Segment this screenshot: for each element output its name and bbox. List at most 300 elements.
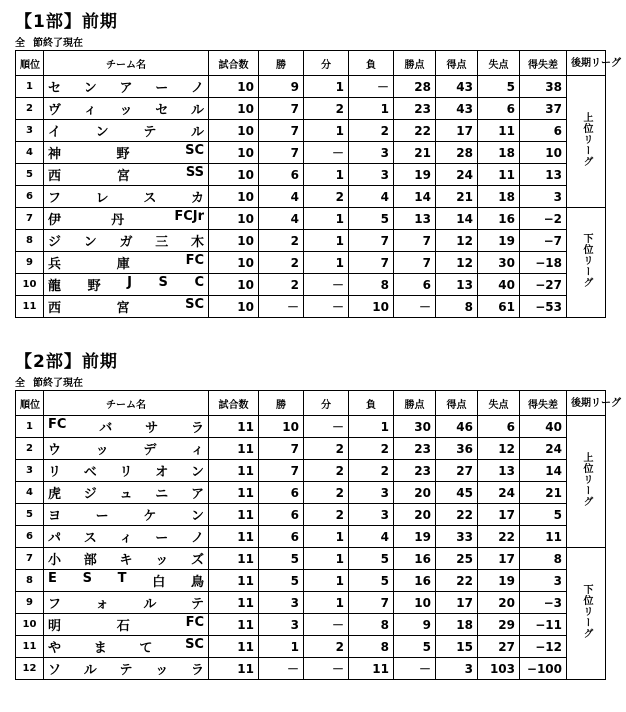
division-1-status bbox=[15, 38, 605, 50]
table-row bbox=[16, 296, 606, 318]
points-cell: 20 bbox=[394, 504, 436, 526]
team-name-char: ォ bbox=[95, 597, 109, 612]
goals-against-cell: 19 bbox=[478, 230, 520, 252]
goal-diff-cell: 8 bbox=[520, 548, 567, 570]
team-name bbox=[48, 637, 204, 656]
rank-cell: 10 bbox=[16, 614, 44, 636]
lower-league-label: 下位リーグ bbox=[581, 232, 592, 288]
games-cell: 11 bbox=[209, 504, 259, 526]
wins-cell: 2 bbox=[259, 252, 304, 274]
team-name-char: SS bbox=[185, 165, 204, 180]
games-cell: 11 bbox=[209, 570, 259, 592]
draws-cell: 1 bbox=[304, 164, 349, 186]
games-cell: 10 bbox=[209, 76, 259, 98]
status-all-label: 全 bbox=[15, 378, 25, 389]
header-goals-for: 得点 bbox=[436, 51, 478, 76]
upper-league-cell bbox=[567, 416, 606, 548]
rank-cell: 3 bbox=[16, 120, 44, 142]
goal-diff-cell: 10 bbox=[520, 142, 567, 164]
team-name-char: 庫 bbox=[116, 257, 130, 272]
team-name-char: 野 bbox=[116, 147, 130, 162]
goals-against-cell: 13 bbox=[478, 460, 520, 482]
team-name-char: ル bbox=[190, 125, 204, 140]
header-next-league: 後期リーグ bbox=[567, 391, 606, 416]
team-name-char: E bbox=[48, 571, 57, 586]
team-name bbox=[48, 253, 204, 272]
team-name-cell bbox=[44, 76, 209, 98]
team-name-cell bbox=[44, 98, 209, 120]
table-row bbox=[16, 252, 606, 274]
team-name-char: ジ bbox=[83, 487, 97, 502]
team-name-char: ラ bbox=[190, 663, 204, 678]
wins-cell: － bbox=[259, 296, 304, 318]
team-name-char: ス bbox=[143, 191, 157, 206]
team-name-char: ー bbox=[155, 81, 169, 96]
rank-cell: 9 bbox=[16, 592, 44, 614]
team-name-cell bbox=[44, 438, 209, 460]
team-name-char: ン bbox=[190, 509, 204, 524]
draws-cell: 2 bbox=[304, 482, 349, 504]
team-name bbox=[48, 275, 204, 294]
draws-cell: 1 bbox=[304, 592, 349, 614]
team-name-char: 宮 bbox=[116, 169, 130, 184]
division-2-status bbox=[15, 378, 605, 390]
team-name-char: ベ bbox=[83, 465, 97, 480]
team-name bbox=[48, 593, 204, 612]
team-name-cell bbox=[44, 658, 209, 680]
team-name-cell bbox=[44, 230, 209, 252]
wins-cell: 6 bbox=[259, 504, 304, 526]
team-name-char: ズ bbox=[190, 553, 204, 568]
losses-cell: 2 bbox=[349, 120, 394, 142]
rank-cell: 7 bbox=[16, 548, 44, 570]
team-name-char: テ bbox=[119, 663, 133, 678]
team-name-char: バ bbox=[99, 421, 113, 436]
wins-cell: 5 bbox=[259, 548, 304, 570]
wins-cell: 2 bbox=[259, 230, 304, 252]
goal-diff-cell: 24 bbox=[520, 438, 567, 460]
team-name-char: て bbox=[139, 641, 153, 656]
rank-cell: 1 bbox=[16, 416, 44, 438]
losses-cell: － bbox=[349, 76, 394, 98]
team-name-char: 三 bbox=[155, 235, 169, 250]
points-cell: 9 bbox=[394, 614, 436, 636]
goal-diff-cell: 3 bbox=[520, 186, 567, 208]
team-name-char: ッ bbox=[155, 553, 169, 568]
goals-for-cell: 46 bbox=[436, 416, 478, 438]
wins-cell: 7 bbox=[259, 438, 304, 460]
team-name-cell bbox=[44, 208, 209, 230]
goals-for-cell: 18 bbox=[436, 614, 478, 636]
team-name-char: 石 bbox=[116, 619, 130, 634]
goals-for-cell: 22 bbox=[436, 570, 478, 592]
draws-cell: 2 bbox=[304, 504, 349, 526]
rank-cell: 1 bbox=[16, 76, 44, 98]
header-wins: 勝 bbox=[259, 391, 304, 416]
division-1-title: 【1部】前期 bbox=[15, 12, 118, 32]
team-name-char: イ bbox=[48, 125, 62, 140]
goals-against-cell: 6 bbox=[478, 416, 520, 438]
draws-cell: 1 bbox=[304, 252, 349, 274]
goal-diff-cell: −18 bbox=[520, 252, 567, 274]
team-name-char: ノ bbox=[190, 531, 204, 546]
header-next-league: 後期リーグ bbox=[567, 51, 606, 76]
team-name-char: SC bbox=[185, 637, 204, 652]
goals-for-cell: 15 bbox=[436, 636, 478, 658]
table-row bbox=[16, 142, 606, 164]
team-name bbox=[48, 209, 204, 228]
goals-against-cell: 30 bbox=[478, 252, 520, 274]
goal-diff-cell: 3 bbox=[520, 570, 567, 592]
losses-cell: 5 bbox=[349, 570, 394, 592]
team-name-char: ガ bbox=[119, 235, 133, 250]
team-name-cell bbox=[44, 142, 209, 164]
table-row bbox=[16, 230, 606, 252]
goals-against-cell: 6 bbox=[478, 98, 520, 120]
rank-cell: 3 bbox=[16, 460, 44, 482]
team-name bbox=[48, 571, 204, 590]
team-name bbox=[48, 297, 204, 316]
team-name-cell bbox=[44, 592, 209, 614]
losses-cell: 8 bbox=[349, 614, 394, 636]
games-cell: 11 bbox=[209, 592, 259, 614]
header-draws: 分 bbox=[304, 391, 349, 416]
table-row bbox=[16, 164, 606, 186]
points-cell: 10 bbox=[394, 592, 436, 614]
losses-cell: 3 bbox=[349, 142, 394, 164]
team-name-cell bbox=[44, 526, 209, 548]
losses-cell: 5 bbox=[349, 208, 394, 230]
team-name bbox=[48, 615, 204, 634]
team-name bbox=[48, 659, 204, 678]
rank-cell: 5 bbox=[16, 504, 44, 526]
points-cell: 13 bbox=[394, 208, 436, 230]
team-name-cell bbox=[44, 504, 209, 526]
team-name bbox=[48, 439, 204, 458]
header-goal-diff: 得失差 bbox=[520, 51, 567, 76]
team-name-cell bbox=[44, 252, 209, 274]
team-name-char: セ bbox=[155, 103, 169, 118]
team-name-char: FC bbox=[48, 417, 67, 432]
goals-against-cell: 18 bbox=[478, 142, 520, 164]
points-cell: 22 bbox=[394, 120, 436, 142]
rank-cell: 6 bbox=[16, 526, 44, 548]
team-name-cell bbox=[44, 614, 209, 636]
table-row bbox=[16, 526, 606, 548]
goals-against-cell: 17 bbox=[478, 504, 520, 526]
table-row bbox=[16, 186, 606, 208]
losses-cell: 3 bbox=[349, 482, 394, 504]
team-name-char: S bbox=[158, 275, 168, 290]
rank-cell: 5 bbox=[16, 164, 44, 186]
team-name-cell bbox=[44, 636, 209, 658]
team-name-char: デ bbox=[143, 443, 157, 458]
header-points: 勝点 bbox=[394, 51, 436, 76]
header-team: チーム名 bbox=[44, 51, 209, 76]
goals-for-cell: 13 bbox=[436, 274, 478, 296]
points-cell: 19 bbox=[394, 164, 436, 186]
rank-cell: 9 bbox=[16, 252, 44, 274]
team-name-char: セ bbox=[48, 81, 62, 96]
points-cell: 16 bbox=[394, 548, 436, 570]
games-cell: 11 bbox=[209, 658, 259, 680]
header-team: チーム名 bbox=[44, 391, 209, 416]
team-name-char: 木 bbox=[190, 235, 204, 250]
goals-against-cell: 61 bbox=[478, 296, 520, 318]
team-name bbox=[48, 165, 204, 184]
draws-cell: 2 bbox=[304, 460, 349, 482]
points-cell: 14 bbox=[394, 186, 436, 208]
team-name-char: ッ bbox=[95, 443, 109, 458]
team-name-cell bbox=[44, 482, 209, 504]
team-name-char: 宮 bbox=[116, 301, 130, 316]
points-cell: 28 bbox=[394, 76, 436, 98]
games-cell: 10 bbox=[209, 230, 259, 252]
team-name-char: ン bbox=[83, 81, 97, 96]
team-name-char: 兵 bbox=[48, 257, 62, 272]
team-name bbox=[48, 505, 204, 524]
rank-cell: 2 bbox=[16, 438, 44, 460]
wins-cell: 4 bbox=[259, 208, 304, 230]
team-name-char: 鳥 bbox=[190, 575, 204, 590]
header-goal-diff: 得失差 bbox=[520, 391, 567, 416]
team-name-char: 西 bbox=[48, 301, 62, 316]
header-rank: 順位 bbox=[16, 391, 44, 416]
header-goals-against: 失点 bbox=[478, 391, 520, 416]
goals-for-cell: 14 bbox=[436, 208, 478, 230]
points-cell: 7 bbox=[394, 252, 436, 274]
header-games: 試合数 bbox=[209, 51, 259, 76]
goals-for-cell: 12 bbox=[436, 230, 478, 252]
goal-diff-cell: 37 bbox=[520, 98, 567, 120]
rank-cell: 4 bbox=[16, 482, 44, 504]
draws-cell: 1 bbox=[304, 230, 349, 252]
table-row bbox=[16, 614, 606, 636]
goals-for-cell: 45 bbox=[436, 482, 478, 504]
games-cell: 10 bbox=[209, 252, 259, 274]
wins-cell: 10 bbox=[259, 416, 304, 438]
team-name bbox=[48, 231, 204, 250]
goals-against-cell: 19 bbox=[478, 570, 520, 592]
wins-cell: 5 bbox=[259, 570, 304, 592]
table-row bbox=[16, 636, 606, 658]
goal-diff-cell: 21 bbox=[520, 482, 567, 504]
goal-diff-cell: −2 bbox=[520, 208, 567, 230]
draws-cell: － bbox=[304, 658, 349, 680]
losses-cell: 7 bbox=[349, 252, 394, 274]
rank-cell: 11 bbox=[16, 296, 44, 318]
rank-cell: 2 bbox=[16, 98, 44, 120]
team-name-cell bbox=[44, 416, 209, 438]
team-name-char: ー bbox=[95, 509, 109, 524]
draws-cell: 1 bbox=[304, 120, 349, 142]
goals-against-cell: 11 bbox=[478, 120, 520, 142]
team-name-char: ル bbox=[83, 663, 97, 678]
team-name-char: 虎 bbox=[48, 487, 62, 502]
points-cell: 20 bbox=[394, 482, 436, 504]
status-round-label: 節終了現在 bbox=[33, 38, 83, 49]
wins-cell: 6 bbox=[259, 526, 304, 548]
games-cell: 10 bbox=[209, 142, 259, 164]
table-row bbox=[16, 274, 606, 296]
goal-diff-cell: 5 bbox=[520, 504, 567, 526]
table-row bbox=[16, 120, 606, 142]
table-row bbox=[16, 76, 606, 98]
team-name-char: キ bbox=[119, 553, 133, 568]
goal-diff-cell: 14 bbox=[520, 460, 567, 482]
team-name-cell bbox=[44, 186, 209, 208]
header-losses: 負 bbox=[349, 51, 394, 76]
goals-for-cell: 33 bbox=[436, 526, 478, 548]
team-name-char: 西 bbox=[48, 169, 62, 184]
goal-diff-cell: −53 bbox=[520, 296, 567, 318]
team-name-cell bbox=[44, 120, 209, 142]
division-2-section bbox=[15, 350, 621, 680]
games-cell: 11 bbox=[209, 548, 259, 570]
team-name-char: C bbox=[194, 275, 204, 290]
team-name-char: ソ bbox=[48, 663, 62, 678]
team-name bbox=[48, 483, 204, 502]
division-1-section bbox=[15, 10, 621, 318]
points-cell: 7 bbox=[394, 230, 436, 252]
team-name-cell bbox=[44, 164, 209, 186]
goals-against-cell: 11 bbox=[478, 164, 520, 186]
goals-against-cell: 18 bbox=[478, 186, 520, 208]
draws-cell: － bbox=[304, 416, 349, 438]
points-cell: 19 bbox=[394, 526, 436, 548]
goals-for-cell: 43 bbox=[436, 98, 478, 120]
wins-cell: 6 bbox=[259, 164, 304, 186]
team-name-char: ア bbox=[119, 81, 133, 96]
wins-cell: 7 bbox=[259, 120, 304, 142]
table-row bbox=[16, 460, 606, 482]
goals-for-cell: 24 bbox=[436, 164, 478, 186]
team-name-cell bbox=[44, 296, 209, 318]
games-cell: 11 bbox=[209, 614, 259, 636]
goal-diff-cell: 11 bbox=[520, 526, 567, 548]
games-cell: 11 bbox=[209, 482, 259, 504]
points-cell: 6 bbox=[394, 274, 436, 296]
team-name-char: ア bbox=[190, 487, 204, 502]
losses-cell: 3 bbox=[349, 504, 394, 526]
points-cell: 30 bbox=[394, 416, 436, 438]
team-name-char: ン bbox=[95, 125, 109, 140]
draws-cell: 1 bbox=[304, 548, 349, 570]
goals-against-cell: 40 bbox=[478, 274, 520, 296]
wins-cell: 2 bbox=[259, 274, 304, 296]
team-name-char: ニ bbox=[155, 487, 169, 502]
team-name bbox=[48, 417, 204, 436]
goals-against-cell: 24 bbox=[478, 482, 520, 504]
header-wins: 勝 bbox=[259, 51, 304, 76]
wins-cell: 7 bbox=[259, 460, 304, 482]
points-cell: 21 bbox=[394, 142, 436, 164]
team-name-char: ラ bbox=[190, 421, 204, 436]
team-name bbox=[48, 121, 204, 140]
rank-cell: 8 bbox=[16, 570, 44, 592]
points-cell: 23 bbox=[394, 98, 436, 120]
goals-for-cell: 8 bbox=[436, 296, 478, 318]
losses-cell: 4 bbox=[349, 186, 394, 208]
table-header-row bbox=[16, 51, 606, 76]
losses-cell: 4 bbox=[349, 526, 394, 548]
goal-diff-cell: 6 bbox=[520, 120, 567, 142]
wins-cell: － bbox=[259, 658, 304, 680]
goals-for-cell: 25 bbox=[436, 548, 478, 570]
draws-cell: 2 bbox=[304, 636, 349, 658]
table-row bbox=[16, 438, 606, 460]
games-cell: 10 bbox=[209, 120, 259, 142]
goals-for-cell: 17 bbox=[436, 592, 478, 614]
team-name-cell bbox=[44, 570, 209, 592]
team-name-char: ュ bbox=[119, 487, 133, 502]
draws-cell: － bbox=[304, 296, 349, 318]
wins-cell: 1 bbox=[259, 636, 304, 658]
losses-cell: 2 bbox=[349, 460, 394, 482]
wins-cell: 4 bbox=[259, 186, 304, 208]
losses-cell: 11 bbox=[349, 658, 394, 680]
rank-cell: 8 bbox=[16, 230, 44, 252]
team-name-char: FCJr bbox=[174, 209, 204, 224]
team-name-char: ウ bbox=[48, 443, 62, 458]
losses-cell: 8 bbox=[349, 636, 394, 658]
upper-league-label: 上位リーグ bbox=[581, 111, 592, 167]
team-name-cell bbox=[44, 548, 209, 570]
team-name-char: や bbox=[48, 641, 62, 656]
table-row bbox=[16, 208, 606, 230]
status-round-label: 節終了現在 bbox=[33, 378, 83, 389]
goals-for-cell: 21 bbox=[436, 186, 478, 208]
losses-cell: 8 bbox=[349, 274, 394, 296]
points-cell: 5 bbox=[394, 636, 436, 658]
goals-against-cell: 17 bbox=[478, 548, 520, 570]
draws-cell: － bbox=[304, 142, 349, 164]
table-row bbox=[16, 504, 606, 526]
goals-for-cell: 3 bbox=[436, 658, 478, 680]
goals-against-cell: 5 bbox=[478, 76, 520, 98]
table-row bbox=[16, 548, 606, 570]
goals-against-cell: 12 bbox=[478, 438, 520, 460]
status-all-label: 全 bbox=[15, 38, 25, 49]
team-name-char: T bbox=[117, 571, 127, 586]
losses-cell: 1 bbox=[349, 98, 394, 120]
games-cell: 10 bbox=[209, 98, 259, 120]
points-cell: 23 bbox=[394, 460, 436, 482]
table-row bbox=[16, 482, 606, 504]
draws-cell: 1 bbox=[304, 208, 349, 230]
draws-cell: 1 bbox=[304, 526, 349, 548]
losses-cell: 2 bbox=[349, 438, 394, 460]
goals-for-cell: 27 bbox=[436, 460, 478, 482]
goal-diff-cell: −12 bbox=[520, 636, 567, 658]
goal-diff-cell: −11 bbox=[520, 614, 567, 636]
team-name-cell bbox=[44, 460, 209, 482]
points-cell: 16 bbox=[394, 570, 436, 592]
goals-for-cell: 28 bbox=[436, 142, 478, 164]
goals-against-cell: 16 bbox=[478, 208, 520, 230]
team-name-char: 部 bbox=[83, 553, 97, 568]
standings-table-div1 bbox=[15, 50, 621, 318]
goal-diff-cell: −100 bbox=[520, 658, 567, 680]
standings-table-div2 bbox=[15, 390, 621, 680]
header-draws: 分 bbox=[304, 51, 349, 76]
points-cell: － bbox=[394, 296, 436, 318]
team-name-char: ジ bbox=[48, 235, 62, 250]
rank-cell: 6 bbox=[16, 186, 44, 208]
team-name-char: ル bbox=[190, 103, 204, 118]
goals-against-cell: 27 bbox=[478, 636, 520, 658]
goal-diff-cell: 13 bbox=[520, 164, 567, 186]
